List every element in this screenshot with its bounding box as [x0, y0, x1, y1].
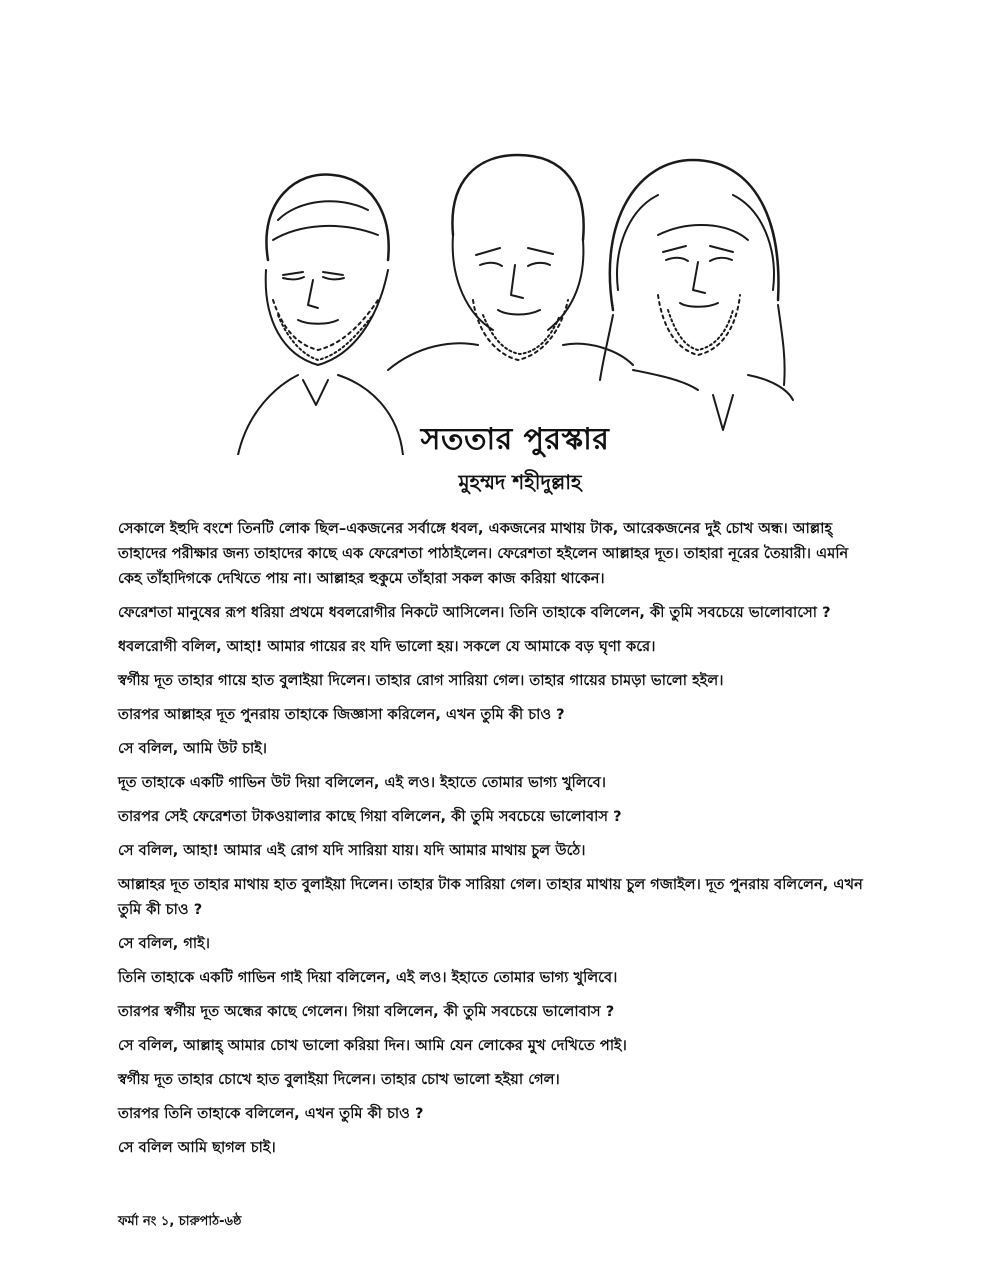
bearded-man-figure: [600, 160, 793, 430]
paragraph: সে বলিল, আল্লাহ্ আমার চোখ ভালো করিয়া দিন। আমি যেন লোকের মুখ দেখিতে পাই।: [118, 1037, 627, 1054]
paragraph: সেকালে ইহুদি বংশে তিনটি লোক ছিল–একজনের সর্বাঙ্গে ধবল, একজনের মাথায় টাক, আরেকজনের দুই চোখ অন্ধ। আল্লাহ্ তাহাদের পরীক্ষার জন্য তাহাদের কাছে এক ফেরেশতা পাঠাইলেন। ফেরেশতা হইলেন আল্লাহর দূত। তাহারা নূরের তৈয়ারী। এমনি কেহ তাঁহাদিগকে দেখিতে পায় না। আল্লাহর হুকুমে তাঁহারা সকল কাজ করিয়া থাকেন।: [118, 520, 849, 587]
paragraph: স্বর্গীয় দূত তাহার চোখে হাত বুলাইয়া দিলেন। তাহার চোখ ভালো হইয়া গেল।: [118, 1071, 560, 1088]
paragraph: স্বর্গীয় দূত তাহার গায়ে হাত বুলাইয়া দিলেন। তাহার রোগ সারিয়া গেল। তাহার গায়ের চামড়া ভালো হইল।: [118, 672, 724, 689]
paragraph: আল্লাহর দূত তাহার মাথায় হাত বুলাইয়া দিলেন। তাহার টাক সারিয়া গেল। তাহার মাথায় চুল গজাইল। দূত পুনরায় বলিলেন, এখন তুমি কী চাও ?: [118, 876, 863, 918]
bald-man-figure: [388, 155, 633, 370]
story-title: সততার পুরস্কার: [420, 422, 610, 457]
paragraph: ধবলরোগী বলিল, আহা! আমার গায়ের রং যদি ভালো হয়। সকলে যে আমাকে বড় ঘৃণা করে।: [118, 638, 656, 655]
paragraph: তারপর স্বর্গীয় দূত অন্ধের কাছে গেলেন। গিয়া বলিলেন, কী তুমি সবচেয়ে ভালোবাস ?: [118, 1003, 615, 1020]
paragraph: তারপর তিনি তাহাকে বলিলেন, এখন তুমি কী চাও ?: [118, 1105, 424, 1122]
paragraph: সে বলিল, গাই।: [118, 935, 210, 952]
paragraph: তারপর আল্লাহর দূত পুনরায় তাহাকে জিজ্ঞাসা করিলেন, এখন তুমি কী চাও ?: [118, 706, 565, 723]
paragraph: ফেরেশতা মানুষের রূপ ধরিয়া প্রথমে ধবলরোগীর নিকটে আসিলেন। তিনি তাহাকে বলিলেন, কী তুমি সবচেয়ে ভালোবাসো ?: [118, 604, 831, 621]
page-footer: ফর্মা নং ১, চারুপাঠ-৬ষ্ঠ: [118, 1214, 242, 1229]
paragraph: তারপর সেই ফেরেশতা টাকওয়ালার কাছে গিয়া বলিলেন, কী তুমি সবচেয়ে ভালোবাস ?: [118, 808, 622, 825]
paragraph: সে বলিল, আহা! আমার এই রোগ যদি সারিয়া যায়। যদি আমার মাথায় চুল উঠে।: [118, 842, 586, 859]
paragraph: দূত তাহাকে একটি গাভিন উট দিয়া বলিলেন, এই লও। ইহাতে তোমার ভাগ্য খুলিবে।: [118, 774, 606, 791]
story-body: [118, 516, 870, 1169]
paragraph: সে বলিল আমি ছাগল চাই।: [118, 1139, 276, 1156]
author-name: মুহম্মদ শহীদুল্লাহ: [458, 470, 582, 494]
blind-man-figure: [238, 174, 403, 455]
paragraph: তিনি তাহাকে একটি গাভিন গাই দিয়া বলিলেন, এই লও। ইহাতে তোমার ভাগ্য খুলিবে।: [118, 969, 618, 986]
three-men-portrait-illustration: [228, 140, 798, 455]
paragraph: সে বলিল, আমি উট চাই।: [118, 740, 268, 757]
